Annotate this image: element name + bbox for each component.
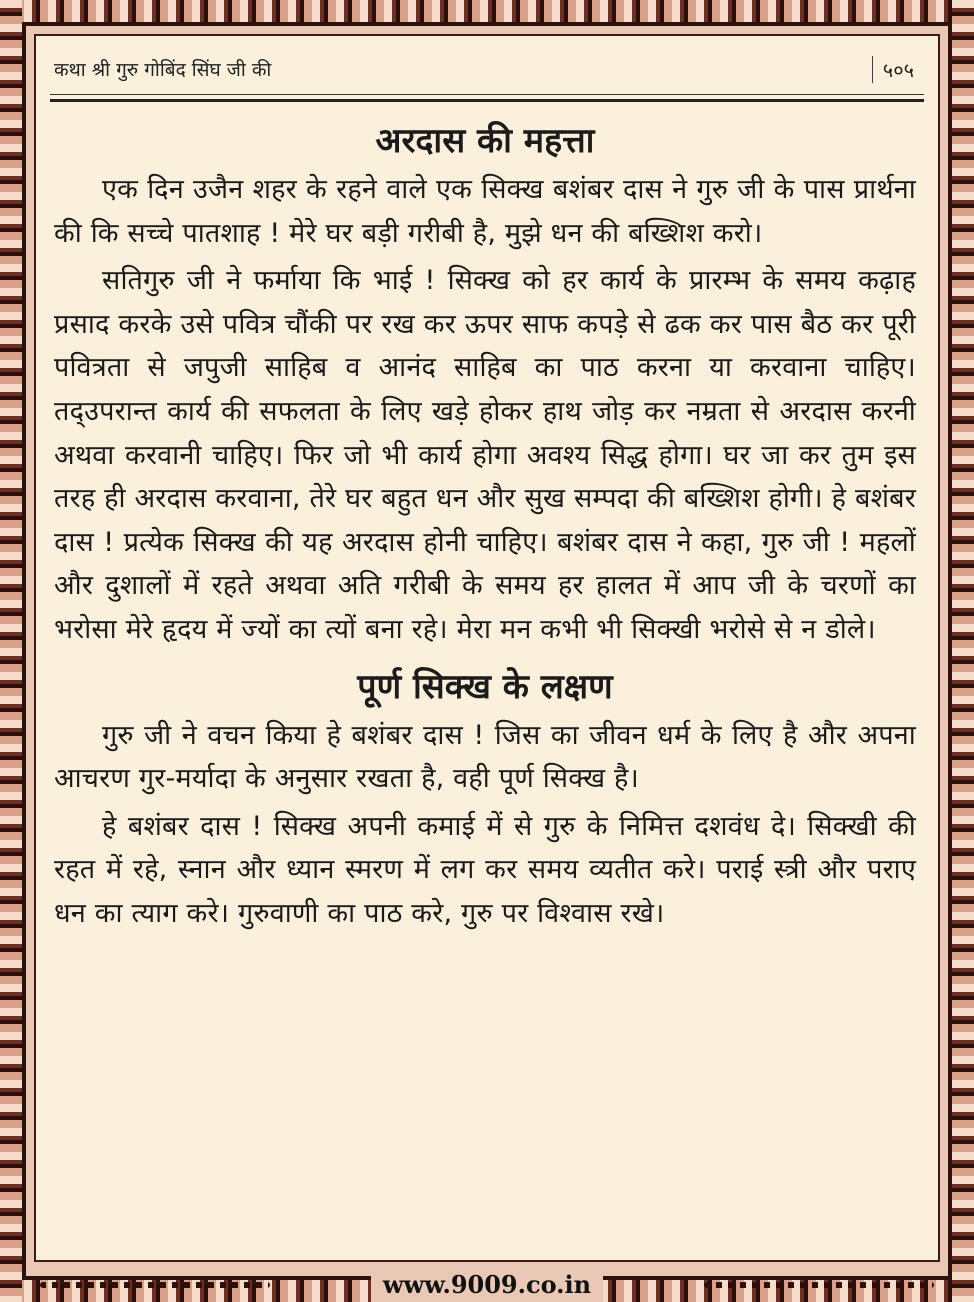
header-rule-thick — [50, 99, 924, 102]
page-header — [54, 50, 920, 90]
header-rule-thin — [50, 94, 924, 95]
frame-top-border — [0, 0, 974, 22]
website-url: www.9009.co.in — [371, 1268, 603, 1302]
footer-ornament-left — [40, 1282, 270, 1288]
footer-ornament-right — [704, 1282, 934, 1288]
section-heading-ardas: अरदास की महत्ता — [375, 121, 595, 161]
running-title: कथा श्री गुरु गोबिंद सिंघ जी की — [54, 59, 272, 81]
paragraph: एक दिन उजैन शहर के रहने वाले एक सिक्ख बशंबर दास ने गुरु जी के पास प्रार्थना की कि सच्चे पातशाह ! मेरे घर बड़ी गरीबी है, मुझे धन की बख्शिश करो। — [54, 174, 916, 249]
frame-right-border — [952, 0, 974, 1302]
book-page — [34, 34, 940, 1262]
frame-left-border — [0, 0, 22, 1302]
paragraph: गुरु जी ने वचन किया हे बशंबर दास ! जिस का जीवन धर्म के लिए है और अपना आचरण गुर-मर्यादा के अनुसार रखता है, वही पूर्ण सिक्ख है। — [54, 719, 916, 795]
section-heading-poorn-sikh: पूर्ण सिक्ख के लक्षण — [357, 666, 613, 707]
paragraph: हे बशंबर दास ! सिक्ख अपनी कमाई में से गुरु के निमित्त दशवंध दे। सिक्खी की रहत में रहे, स्नान और ध्यान स्मरण में लग कर समय व्यतीत करे। पराई स्त्री और पराए धन का त्याग करे। गुरुवाणी का पाठ करे, गुरु पर विश्वास रखे। — [54, 810, 916, 929]
page-footer — [0, 1268, 974, 1302]
page-number: ५०५ — [872, 56, 914, 83]
paragraph: सतिगुरु जी ने फर्माया कि भाई ! सिक्ख को हर कार्य के प्रारम्भ के समय कढ़ाह प्रसाद करके उसे पवित्र चौंकी पर रख कर ऊपर साफ कपड़े से ढक कर पास बैठ कर पूरी पवित्रता से जपुजी साहिब व आनंद साहिब का पाठ करना या करवाना चाहिए। तद्उपरान्त कार्य की सफलता के लिए खड़े होकर हाथ जोड़ कर नम्रता से अरदास करनी अथवा करवानी चाहिए। फिर जो भी कार्य होगा अवश्य सिद्ध होगा। घर जा कर तुम इस तरह ही अरदास करवाना, तेरे घर बहुत धन और सुख सम्पदा की बख्शिश होगी। हे बशंबर दास ! प्रत्येक सिक्ख की यह अरदास होनी चाहिए। बशंबर दास ने कहा, गुरु जी ! महलों और दुशालों में रहते अथवा अति गरीबी के समय हर हालत में आप जी के चरणों का भरोसा मेरे हृदय में ज्यों का त्यों बना रहे। मेरा मन कभी भी सिक्खी भरोसे से न डोले। — [54, 265, 916, 645]
page-content — [54, 114, 916, 936]
